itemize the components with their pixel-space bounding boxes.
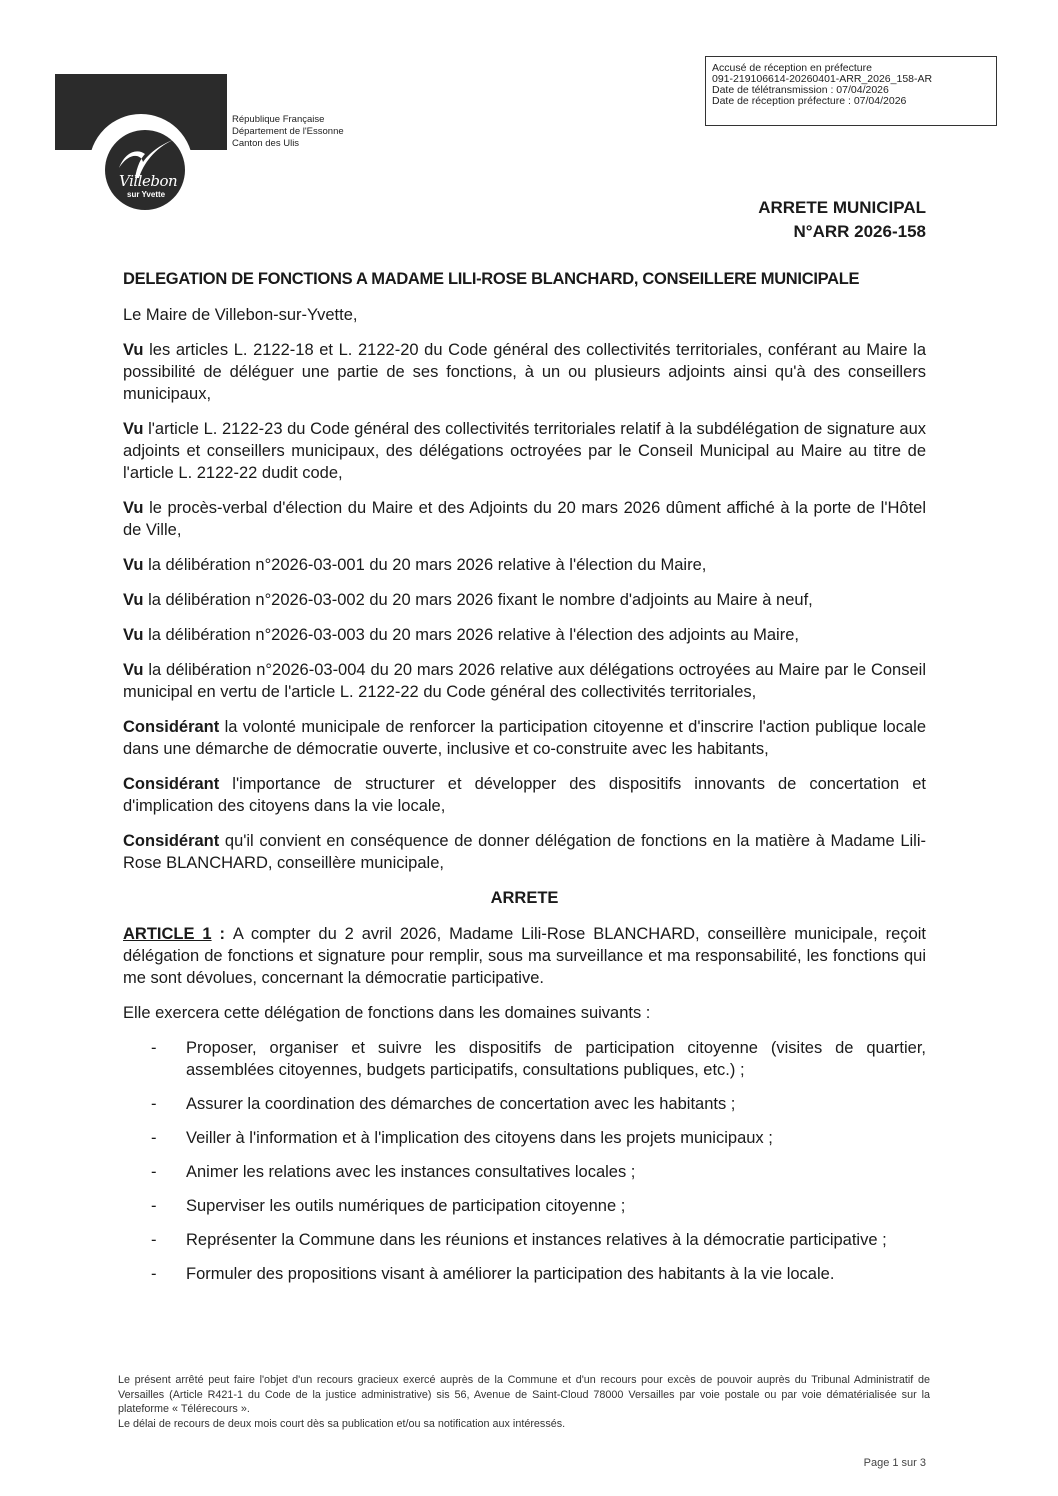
article-label: ARTICLE 1 (123, 925, 212, 943)
domains-list (123, 1037, 926, 1285)
visa-text: l'article L. 2122-23 du Code général des collectivités territoriales relatif à la subdélégation de signature aux adjoints et conseillers municipaux, des délégations octroyées par le Conseil Municipal au Maire au titre de l'article L. 2122-22 dudit code, (123, 420, 926, 482)
considerant-lead: Considérant (123, 775, 220, 793)
domain-text: Proposer, organiser et suivre les dispositifs de participation citoyenne (visites de quartier, assemblées citoyennes, budgets participatifs, consultations publiques, etc.) ; (186, 1039, 926, 1079)
visa-lead: Vu (123, 341, 144, 359)
issuer-line: Département de l'Essonne (232, 126, 344, 137)
domain-text: Assurer la coordination des démarches de concertation avec les habitants ; (186, 1095, 736, 1113)
logo-subname: sur Yvette (127, 190, 166, 199)
domain-text: Animer les relations avec les instances consultatives locales ; (186, 1163, 636, 1181)
dash-bullet-icon: - (151, 1231, 157, 1249)
prefecture-receipt-stamp (705, 56, 997, 126)
dash-bullet-icon: - (151, 1129, 157, 1147)
decree-title: DELEGATION DE FONCTIONS A MADAME LILI-ROSE BLANCHARD, CONSEILLERE MUNICIPALE (123, 270, 860, 288)
visa-lead: Vu (123, 420, 144, 438)
visa-text: la délibération n°2026-03-004 du 20 mars 2026 relative aux délégations octroyées au Maire par le Conseil municipal en vertu de l'article L. 2122-22 du Code général des collectivités territoriales, (123, 661, 926, 701)
domains-intro: Elle exercera cette délégation de fonctions dans les domaines suivants : (123, 1004, 651, 1022)
stamp-line: Date de télétransmission : 07/04/2026 (712, 84, 889, 96)
visa-lead: Vu (123, 499, 144, 517)
issuer-line: Canton des Ulis (232, 138, 300, 149)
domain-item (123, 1195, 926, 1217)
recours-notice: Le présent arrêté peut faire l'objet d'un recours gracieux exercé auprès de la Commune et d'un recours pour excès de pouvoir auprès du Tribunal Administratif de Versailles (Article R421-1 du Code de la justice administrative) sis 56, Avenue de Saint-Cloud 78000 Versailles par voie postale ou par voie dématérialisée sur la plateforme « Télérecours ». (118, 1374, 930, 1415)
domain-text: Superviser les outils numériques de participation citoyenne ; (186, 1197, 626, 1215)
visa-paragraph (123, 554, 926, 576)
considerant-lead: Considérant (123, 832, 220, 850)
legal-notice (118, 1373, 930, 1431)
domain-item (123, 1229, 926, 1251)
logo-name: Villebon (119, 172, 178, 190)
visa-lead: Vu (123, 556, 144, 574)
issuer-line: République Française (232, 114, 325, 125)
considerant-lead: Considérant (123, 718, 220, 736)
dash-bullet-icon: - (151, 1039, 157, 1057)
dash-bullet-icon: - (151, 1265, 157, 1283)
visa-paragraph (123, 624, 926, 646)
delai-notice: Le délai de recours de deux mois court dès sa publication et/ou sa notification aux intéressés. (118, 1417, 566, 1430)
domain-item (123, 1161, 926, 1183)
dash-bullet-icon: - (151, 1197, 157, 1215)
issuer-info (232, 114, 344, 150)
visa-text: la délibération n°2026-03-003 du 20 mars 2026 relative à l'élection des adjoints au Maire, (143, 626, 799, 644)
arrete-heading: ARRETE (490, 889, 559, 907)
visa-text: la délibération n°2026-03-002 du 20 mars 2026 fixant le nombre d'adjoints au Maire à neuf, (143, 591, 813, 609)
visa-paragraph (123, 589, 926, 611)
visa-text: les articles L. 2122-18 et L. 2122-20 du Code général des collectivités territoriales, conférant au Maire la possibilité de déléguer une partie de ses fonctions, à un ou plusieurs adjoints ainsi qu'à des conseillers municipaux, (123, 341, 926, 403)
domain-text: Représenter la Commune dans les réunions et instances relatives à la démocratie participative ; (186, 1231, 887, 1249)
visa-paragraph (123, 497, 926, 541)
visa-text: le procès-verbal d'élection du Maire et des Adjoints du 20 mars 2026 dûment affiché à la porte de l'Hôtel de Ville, (123, 499, 926, 539)
visa-text: la délibération n°2026-03-001 du 20 mars 2026 relative à l'élection du Maire, (143, 556, 707, 574)
visa-lead: Vu (123, 626, 144, 644)
domain-item (123, 1127, 926, 1149)
decree-body (123, 268, 926, 1297)
page-number: Page 1 sur 3 (863, 1457, 926, 1469)
considerant-text: l'importance de structurer et développer des dispositifs innovants de concertation et d'implication des citoyens dans la vie locale, (123, 775, 926, 815)
stamp-line: 091-219106614-20260401-ARR_2026_158-AR (712, 73, 933, 85)
decree-number: N°ARR 2026-158 (793, 222, 926, 241)
domain-text: Formuler des propositions visant à améliorer la participation des habitants à la vie locale. (186, 1265, 835, 1283)
logo-emblem (105, 130, 185, 210)
domain-item (123, 1093, 926, 1115)
decree-heading (758, 196, 926, 244)
considerant-text: la volonté municipale de renforcer la participation citoyenne et d'inscrire l'action publique locale dans une démarche de démocratie ouverte, inclusive et co-construite avec les habitants, (123, 718, 926, 758)
domain-text: Veiller à l'information et à l'implication des citoyens dans les projets municipaux ; (186, 1129, 773, 1147)
domain-item (123, 1263, 926, 1285)
decree-type: ARRETE MUNICIPAL (758, 198, 926, 217)
visa-paragraph (123, 339, 926, 405)
article-1 (123, 923, 926, 989)
stamp-line: Date de réception préfecture : 07/04/2026 (712, 95, 907, 107)
domain-item (123, 1037, 926, 1081)
visa-paragraph (123, 659, 926, 703)
article-text: A compter du 2 avril 2026, Madame Lili-Rose BLANCHARD, conseillère municipale, reçoit délégation de fonctions et signature pour remplir, sous ma surveillance et ma responsabilité, les fonctions qui me sont dévolues, concernant la démocratie participative. (123, 925, 926, 987)
dash-bullet-icon: - (151, 1163, 157, 1181)
considerant-paragraph (123, 773, 926, 817)
visa-lead: Vu (123, 591, 144, 609)
considerant-paragraph (123, 830, 926, 874)
villebon-logo (55, 74, 227, 206)
visa-lead: Vu (123, 661, 144, 679)
dash-bullet-icon: - (151, 1095, 157, 1113)
stamp-line: Accusé de réception en préfecture (712, 62, 872, 74)
considerant-paragraph (123, 716, 926, 760)
article-separator: : (211, 925, 233, 943)
considerant-text: qu'il convient en conséquence de donner délégation de fonctions en la matière à Madame Lili-Rose BLANCHARD, conseillère municipale, (123, 832, 926, 872)
visa-paragraph (123, 418, 926, 484)
decree-intro: Le Maire de Villebon-sur-Yvette, (123, 306, 358, 324)
